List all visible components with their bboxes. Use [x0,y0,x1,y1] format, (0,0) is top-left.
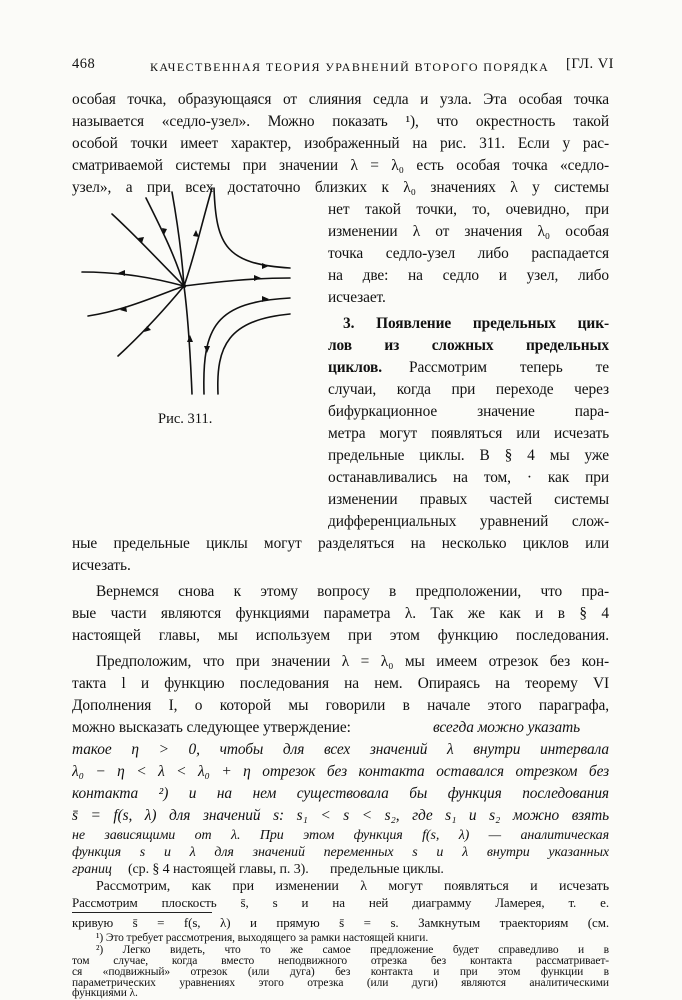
text-line-italic: функция s и λ для значений переменных s и λ внутри указанных [72,845,609,860]
text-line: настоящей главы, мы используем при этом функцию последования. [72,627,609,644]
text-line: такта l и функцию последования на нем. Опираясь на теорему VI [72,675,609,692]
page-number: 468 [72,56,96,72]
hyperbola-line [218,314,290,394]
text-line: исчезает. [328,289,386,306]
text-line: особой точки имеет характер, изображенный на рис. 311. Если у рас- [72,135,609,152]
arrow-icon [262,263,269,269]
text-line: можно высказать следующее утверждение: [72,719,351,736]
text-line: Предположим, что при значении λ = λ₀ мы имеем отрезок без кон- [96,653,609,670]
text-line: предельные циклы. В § 4 мы уже [328,447,609,464]
section-heading: лов из сложных предельных [328,337,609,354]
trajectory-line [88,286,184,316]
text-line: метра могут появляться или исчезать [328,425,609,442]
text-line: (ср. § 4 настоящей главы, п. 3). [128,862,309,877]
text-line: Рассмотрим теперь те [409,359,609,376]
arrow-icon [193,230,199,237]
hyperbola-line [204,298,290,394]
trajectory-line [118,286,184,356]
text-line: Рассмотрим плоскость s̄, s и на ней диаграмму Ламерея, т. е. [72,896,609,910]
text-line: сматриваемой системы при значении λ = λ₀ есть особая точка «седло- [72,157,609,174]
text-line-italic: всегда можно указать [433,719,581,736]
chapter-marker: [ГЛ. VI [566,56,615,72]
separatrix-line [184,278,290,286]
text-line: нет такой точки, то, очевидно, при [328,201,609,218]
arrow-icon [187,335,193,342]
phase-portrait-figure [76,186,298,398]
trajectory-line [172,192,184,286]
text-line: точка седло-узел либо распадается [328,245,609,262]
text-line: ные предельные циклы могут разделяться на несколько циклов или [72,535,609,552]
running-title: КАЧЕСТВЕННАЯ ТЕОРИЯ УРАВНЕНИЙ ВТОРОГО ПОРЯДКА [150,60,550,74]
saddle-node-point [182,284,186,288]
trajectory-line [82,272,184,286]
text-line: бифуркационное значение пара- [328,403,609,420]
trajectory-line [146,198,184,286]
text-line: дифференциальных уравнений слож- [328,513,609,530]
text-line: узел», а при всех достаточно близких к λ₀ значениях λ у системы [72,179,609,196]
text-line: останавливались на том, · как при [328,469,609,486]
text-line: исчезать. [72,557,131,574]
section-heading: 3. Появление предельных цик- [343,315,609,332]
footnote: том случае, когда вместо неподвижного отрезка без контакта рассматривает- [72,956,609,967]
text-line: изменении λ от значения λ₀ особая [328,223,609,240]
footnote: функциями λ. [72,987,138,999]
arrow-icon [204,346,210,353]
footnote: ¹) Это требует рассмотрения, выходящего за рамки настоящей книги. [96,932,429,944]
text-line: изменении правых частей системы [328,491,609,508]
arrow-icon [118,270,125,276]
text-line: Вернемся снова к этому вопросу в предположении, что пра- [96,583,609,600]
text-line-italic: s̄ = f(s, λ) для значений s: s₁ < s < s₂, где s₁ и s₂ можно взять [72,807,609,824]
text-line: на две: на седло и узел, либо [328,267,609,284]
text-line: Дополнения I, о которой мы говорили в начале этого параграфа, [72,697,609,714]
hyperbola-line [214,188,290,268]
text-line: кривую s̄ = f(s, λ) и прямую s̄ = s. Замкнутым траекториям (см. [72,916,609,930]
text-line-italic: не зависящими от λ. При этом функция f(s, λ) — аналитическая [72,828,609,843]
text-line: особая точка, образующаяся от слияния седла и узла. Эта особая точка [72,91,609,108]
arrow-icon [254,275,261,281]
footnote: параметрических уравнениях этого отрезка (или дуги) являются аналитическими [72,978,609,989]
text-line-italic: такое η > 0, чтобы для всех значений λ внутри интервала [72,741,609,758]
separatrix-line [184,188,212,286]
footnote: ся «подвижный» отрезок (или дуга) без контакта и при этом функции в [72,967,609,978]
text-line: вые части являются функциями параметра λ. Так же как и в § 4 [72,605,609,622]
text-line-italic: границ [72,862,112,877]
footnote: ²) Легко видеть, что то же самое предложение будет справедливо и в [96,945,609,956]
text-line-italic: λ₀ − η < λ < λ₀ + η отрезок без контакта оставался отрезком без [72,763,609,780]
section-heading: циклов. [328,359,383,376]
text-line: предельные циклы. [330,862,444,877]
text-line-italic: контакта ²) и на нем существовала бы функция последования [72,785,609,802]
trajectory-line [112,214,184,286]
figure-caption: Рис. 311. [158,411,213,427]
text-line: называется «седло-узел». Можно показать ¹), что окрестность такой [72,113,609,130]
text-line: Рассмотрим, как при изменении λ могут появляться и исчезать [96,879,609,894]
footnote-divider [72,912,212,913]
text-line: случаи, когда при переходе через [328,381,609,398]
